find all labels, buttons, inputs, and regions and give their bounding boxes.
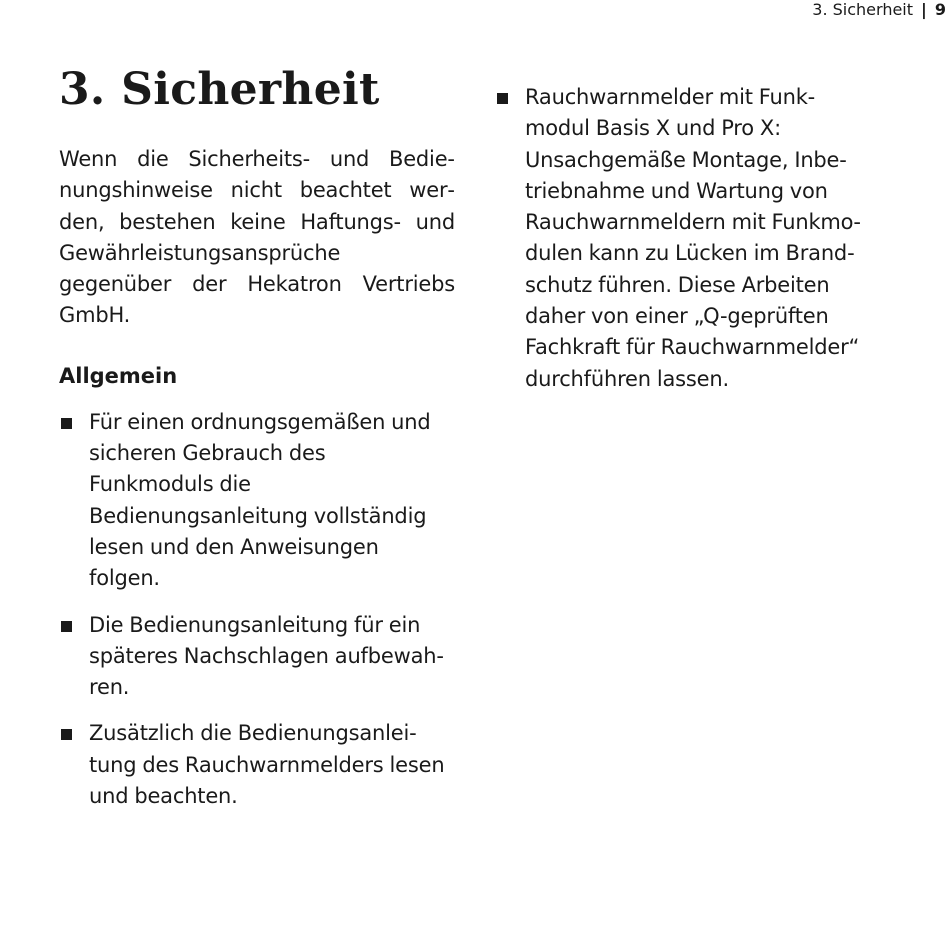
header-separator: | (921, 0, 927, 19)
list-item-text: Für einen ordnungsgemäßen und sicheren Gebrauch des Funkmoduls die Bedienungsanleitung vollständig lesen und den Anweisungen folgen. (89, 409, 431, 591)
list-item-text: Zusätzlich die Bedienungsanleitung des Rauchwarnmelders lesen und beachten. (89, 721, 445, 809)
square-bullet-icon (61, 621, 72, 632)
list-item (59, 407, 455, 595)
list-item-text: Die Bedienungsanleitung für ein späteres Nachschlagen aufbewahren. (89, 612, 444, 700)
intro-paragraph: Wenn die Sicherheits- und Bedienungshinweise nicht beachtet werden, bestehen keine Haftungs- und Gewährleistungsansprüche gegenüber der Hekatron Vertriebs GmbH. (59, 147, 455, 328)
section-heading: Allgemein (59, 363, 178, 388)
square-bullet-icon (61, 729, 72, 740)
list-item (59, 718, 455, 812)
right-column (495, 82, 865, 395)
list-item-text: Rauchwarnmelder mit Funkmodul Basis X und Pro X: Unsachgemäße Montage, Inbetriebnahme und Wartung von Rauchwarnmeldern mit Funkmodulen kann zu Lücken im Brandschutz führen. Diese Arbeiten daher von einer „Q-geprüften Fachkraft für Rauchwarnmelder“ durchführen lassen. (525, 85, 861, 391)
list-item (59, 610, 455, 704)
running-header (812, 0, 946, 20)
square-bullet-icon (61, 418, 72, 429)
page-number: 9 (934, 0, 946, 19)
bullet-list-general (59, 407, 455, 813)
list-item (495, 82, 865, 395)
left-column (59, 62, 455, 812)
square-bullet-icon (497, 93, 508, 104)
header-section-title: 3. Sicherheit (812, 0, 914, 19)
chapter-title: 3. Sicherheit (59, 64, 380, 115)
bullet-list-funkmodul (495, 82, 865, 395)
